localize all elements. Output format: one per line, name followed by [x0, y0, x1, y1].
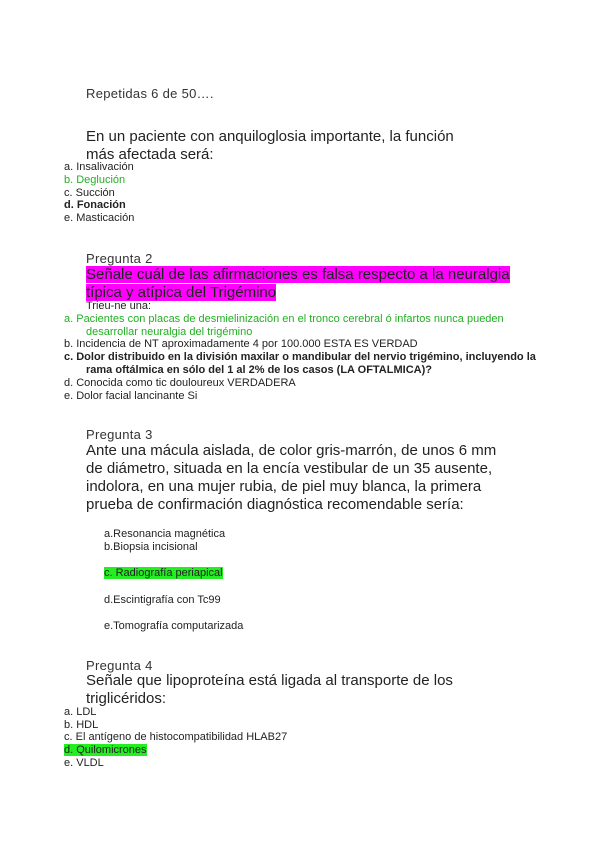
q3-stem: Ante una mácula aislada, de color gris-marrón, de unos 6 mm de diámetro, situada en la encía vestibular de un 35 ausente, indolora, en una mujer rubia, de piel muy blanca, la primera prueba de confirmación diagnóstica recomendable sería: — [86, 442, 497, 513]
q1-option-e[interactable]: e. Masticación — [64, 212, 135, 224]
q4-option-e[interactable]: e. VLDL — [64, 757, 104, 769]
q3-option-a[interactable]: a.Resonancia magnética — [104, 528, 226, 540]
q3-option-c-highlight: c. Radiografía periapical — [104, 567, 223, 579]
q2-stem — [86, 266, 516, 302]
q2-option-a[interactable]: a. Pacientes con placas de desmielinización en el tronco cerebral ó infartos nunca pueden desarrollar neuralgia del trigémino — [64, 313, 504, 338]
page-header: Repetidas 6 de 50…. — [86, 86, 214, 101]
q2-option-c[interactable]: c. Dolor distribuido en la división maxilar o mandibular del nervio trigémino, incluyendo la rama oftálmica en sólo del 1 al 2% de los casos (LA OFTALMICA)? — [64, 351, 536, 376]
q3-option-e[interactable]: e.Tomografía computarizada — [104, 620, 244, 632]
q1-option-b[interactable]: b. Deglución — [64, 174, 126, 186]
q3-option-c[interactable] — [104, 567, 223, 580]
q2-option-e[interactable]: e. Dolor facial lancinante Si — [64, 390, 198, 402]
q4-title: Pregunta 4 — [86, 658, 153, 673]
q4-option-b[interactable]: b. HDL — [64, 719, 99, 731]
q1-option-c[interactable]: c. Succión — [64, 187, 115, 199]
q2-instruction: Trieu-ne una: — [86, 300, 152, 312]
q1-stem: En un paciente con anquiloglosia importante, la función más afectada será: — [86, 128, 454, 163]
q2-title: Pregunta 2 — [86, 251, 153, 266]
q4-option-d[interactable] — [64, 744, 147, 757]
q2-option-b[interactable]: b. Incidencia de NT aproximadamente 4 por 100.000 ESTA ES VERDAD — [64, 338, 418, 350]
q2-option-d[interactable]: d. Conocida como tic douloureux VERDADERA — [64, 377, 296, 389]
q3-option-d[interactable]: d.Escintigrafía con Tc99 — [104, 594, 221, 606]
q3-title: Pregunta 3 — [86, 427, 153, 442]
q4-option-c[interactable]: c. El antígeno de histocompatibilidad HLAB27 — [64, 731, 288, 743]
q2-stem-highlight: Señale cuál de las afirmaciones es falsa respecto a la neuralgia típica y atípica del Trigémino — [86, 266, 510, 301]
q4-stem: Señale que lipoproteína está ligada al transporte de los triglicéridos: — [86, 672, 453, 707]
q1-option-d[interactable]: d. Fonación — [64, 199, 126, 211]
q1-option-a[interactable]: a. Insalivación — [64, 161, 134, 173]
q3-option-b[interactable]: b.Biopsia incisional — [104, 541, 198, 553]
q4-option-d-highlight: d. Quilomicrones — [64, 744, 147, 756]
q4-option-a[interactable]: a. LDL — [64, 706, 97, 718]
